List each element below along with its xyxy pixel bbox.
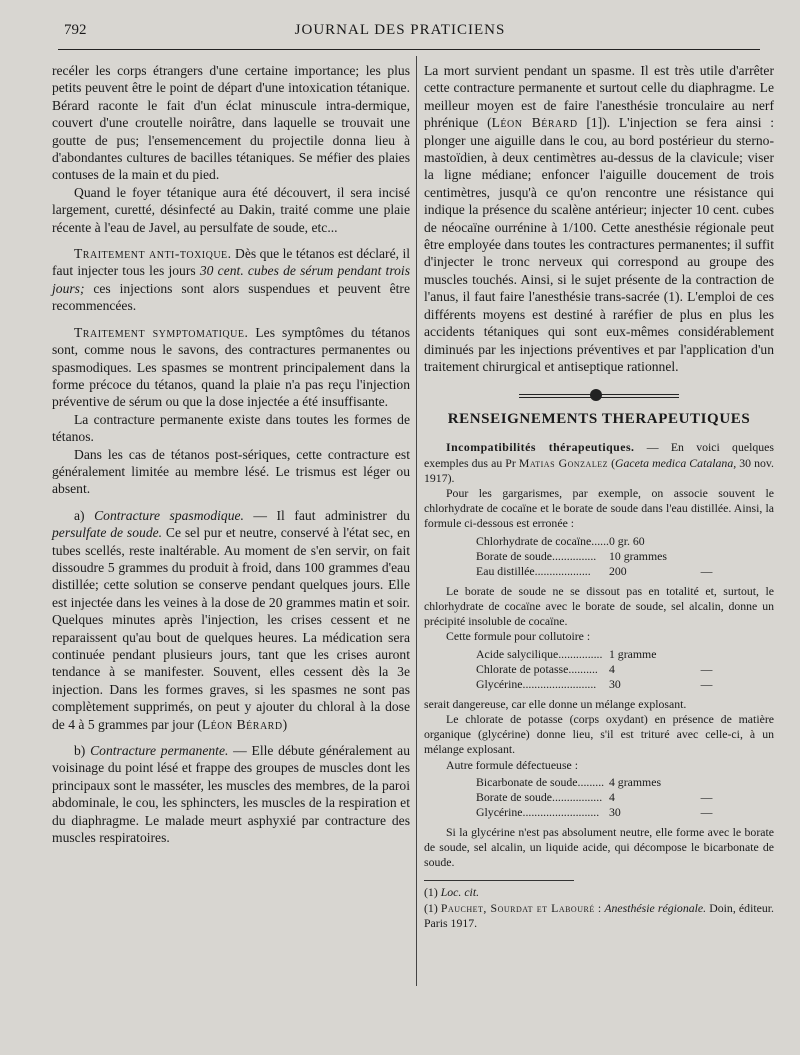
text-run: ) bbox=[282, 716, 288, 732]
text-run: Doin, éditeur. Paris 1917. bbox=[424, 900, 774, 930]
formula-2 bbox=[424, 647, 774, 693]
formula-unit bbox=[701, 647, 774, 662]
column-divider bbox=[416, 56, 417, 986]
formula-quantity: 4 bbox=[608, 661, 615, 676]
text-run: Ce sel pur et neutre, conservé à l'état sec, en tubes scellés, reste inaltérable. Au moment de s'en servir, on fait dissoudre 5 grammes du produit à froid, dans 100 grammes d'eau distillée; cette solution se conserve pendant quelques jours. Elle est injectée dans les veines à la dose de 20 grammes matin et soir. Quelques minutes après l'injection, les crises cessent et ne reparaissent qu'au bout de quelques heures. La médication sera continuée pendant plusieurs jours, tant que les crises auront tendance à se manifester. Souvent, elles cessent dès la 3e injection. Dans les formes graves, si les spasmes ne sont pas complètement supprimés, on peut y ajouter du chloral à la dose de 4 à 5 grammes par jour ( bbox=[52, 525, 410, 732]
formula-ingredient: Bicarbonate de soude......... bbox=[476, 774, 605, 789]
section-heading: Traitement symptomatique. bbox=[74, 324, 249, 340]
paragraph: serait dangereuse, car elle donne un mélange explosant. bbox=[424, 696, 687, 711]
italic-run: Contracture spasmodique. bbox=[94, 507, 244, 523]
paragraph-intro bbox=[424, 440, 774, 486]
text-run: : bbox=[594, 900, 605, 915]
footnote bbox=[424, 901, 774, 931]
formula-row bbox=[424, 805, 774, 820]
author-name: Léon Bérard bbox=[491, 115, 578, 131]
formula-ingredient: Eau distillée................... bbox=[476, 564, 591, 579]
formula-1 bbox=[424, 534, 774, 580]
formula-row bbox=[424, 549, 774, 564]
formula-quantity: 200 bbox=[608, 564, 627, 579]
formula-quantity: 1 gramme bbox=[608, 646, 657, 661]
formula-unit: — bbox=[700, 677, 713, 692]
section-heading: Traitement anti-toxique. bbox=[74, 246, 232, 262]
paragraph-symptomatic bbox=[52, 324, 410, 411]
section-ornament bbox=[424, 389, 774, 401]
formula-row bbox=[424, 677, 774, 692]
therapeutic-notes bbox=[424, 440, 774, 870]
formula-unit bbox=[701, 534, 774, 549]
paragraph-antitoxic bbox=[52, 245, 410, 315]
text-run: — Elle débute généralement au voisinage du point lésé et frappe des groupes de muscles dont les principaux sont le masséter, les muscles des membres, de la paroi abdominale, le cou, les sphincters, les muscles de la respiration et du diaphragme. Le malade meurt asphyxié par contracture des muscles respiratoires. bbox=[52, 743, 410, 846]
section-title: RENSEIGNEMENTS THERAPEUTIQUES bbox=[447, 411, 751, 428]
text-run: La mort survient pendant un spasme. Il est très utile d'arrêter cette contracture permanente et surtout celle du diaphragme. Le meilleur moyen est de faire l'anesthésie tronculaire au nerf phrénique ( bbox=[424, 63, 774, 131]
paragraph-permanent bbox=[52, 742, 410, 846]
formula-row bbox=[424, 662, 774, 677]
formula-quantity: 0 gr. 60 bbox=[608, 533, 645, 548]
formula-ingredient: Glycérine.......................... bbox=[476, 805, 600, 820]
text-run: b) bbox=[74, 743, 91, 759]
paragraph: Dans les cas de tétanos post-sériques, cette contracture est généralement limitée au membre lésé. Le trismus est léger ou absent. bbox=[52, 446, 410, 497]
formula-row bbox=[424, 564, 774, 579]
formula-quantity: 30 bbox=[608, 677, 621, 692]
text-run: Les symptômes du tétanos sont, comme nous le savons, des contractures permanentes ou spasmodiques. Les spasmes se montrent principalement dans la forme précoce du tétanos, quand la plaie n'a pas reçu l'injection préventive de sérum ou que la dose injectée a été insuffisante. bbox=[52, 324, 411, 410]
paragraph: Quand le foyer tétanique aura été découvert, il sera incisé largement, curetté, désinfecté au Dakin, traité comme une plaie récente à l'eau de Javel, au persulfate de soude, etc... bbox=[52, 184, 410, 235]
ornament-dot bbox=[590, 389, 602, 401]
author-name: Léon Bérard bbox=[201, 716, 283, 732]
formula-unit: — bbox=[700, 790, 713, 805]
formula-ingredient: Acide salycilique............... bbox=[476, 646, 603, 661]
page-number: 792 bbox=[64, 22, 87, 38]
footnote-rule bbox=[424, 880, 574, 881]
text-run: (1) bbox=[424, 900, 441, 915]
text-run: Dès que le tétanos est déclaré, il faut injecter tous les jours bbox=[52, 246, 410, 279]
formula-row bbox=[424, 647, 774, 662]
formula-unit: — bbox=[700, 564, 713, 579]
text-run: a) bbox=[74, 507, 95, 523]
running-header bbox=[0, 22, 800, 46]
text-run: 30 nov. 1917). bbox=[424, 455, 774, 485]
text-run: ( bbox=[608, 455, 616, 470]
author-names: Pauchet, Sourdat et Labouré bbox=[440, 900, 595, 915]
journal-title: JOURNAL DES PRATICIENS bbox=[294, 22, 506, 38]
formula-unit bbox=[701, 549, 774, 564]
text-run: ces injections sont alors suspendues et peuvent être recommencées. bbox=[52, 280, 410, 314]
text-run: — En voici quelques exemples dus au Pr bbox=[424, 440, 774, 470]
italic-run: 30 cent. cubes de sérum pendant trois jours; bbox=[52, 263, 410, 296]
italic-run: persulfate de soude. bbox=[52, 525, 163, 541]
italic-run: Loc. cit. bbox=[440, 885, 480, 900]
paragraph: Le borate de soude ne se dissout pas en totalité et, surtout, le chlorhydrate de cocaïne avec le borate de soude, sel alcalin, donne un précipité insoluble de cocaïne. bbox=[424, 583, 774, 629]
formula-ingredient: Borate de soude............... bbox=[476, 548, 597, 563]
italic-run: Contracture permanente. bbox=[90, 743, 229, 759]
formula-3 bbox=[424, 775, 774, 821]
paragraph: La contracture permanente existe dans toutes les formes de tétanos. bbox=[52, 411, 410, 445]
italic-run: Gaceta medica Catalana, bbox=[615, 455, 737, 470]
formula-unit bbox=[701, 775, 774, 790]
header-rule bbox=[58, 49, 760, 50]
formula-quantity: 10 grammes bbox=[608, 548, 667, 563]
italic-run: Anesthésie régionale. bbox=[604, 900, 707, 915]
formula-row bbox=[424, 790, 774, 805]
formula-quantity: 4 bbox=[608, 790, 615, 805]
subsection-title: Incompatibilités thérapeutiques. bbox=[446, 440, 635, 455]
paragraph: Si la glycérine n'est pas absolument neutre, elle forme avec le borate de soude, sel alcalin, un liquide acide, qui décompose le bicarbonate de soude. bbox=[424, 824, 774, 870]
paragraph: recéler les corps étrangers d'une certaine importance; les plus petits peuvent être le point de départ d'une intoxication tétanique. Bérard raconte le fait d'un éclat minuscule intra-dermique, couvert d'une croutelle noirâtre, dans laquelle se trouvait une goutte de pus; l'ensemencement du projectile donna lieu à d'abondantes cultures de bacilles tétaniques. Se méfier des plaies contuses de la main et du pied. bbox=[52, 63, 410, 183]
formula-ingredient: Chlorate de potasse.......... bbox=[476, 661, 598, 676]
author-name: Matias Gonzalez bbox=[518, 455, 608, 470]
text-run: — Il faut administrer du bbox=[243, 507, 410, 523]
formula-ingredient: Glycérine......................... bbox=[476, 677, 597, 692]
text-run: (1) bbox=[424, 885, 441, 900]
paragraph-spasmodic bbox=[52, 507, 410, 733]
formula-unit: — bbox=[700, 805, 713, 820]
formula-row bbox=[424, 775, 774, 790]
paragraph: Le chlorate de potasse (corps oxydant) en présence de matière organique (glycérine) donne lieu, s'il est trituré avec celle-ci, à un mélange explosant. bbox=[424, 711, 774, 757]
paragraph: Pour les gargarismes, par exemple, on associe souvent le chlorhydrate de cocaïne et le borate de soude dans l'eau distillée. Ainsi, la formule ci-dessous est erronée : bbox=[424, 485, 774, 531]
paragraph: Autre formule défectueuse : bbox=[446, 757, 579, 772]
text-run: [1]). L'injection se fera ainsi : plonger une aiguille dans le cou, au bord postérieur du sterno-mastoïdien, à deux centimètres au-dessus de la clavicule; viser la ligne médiane; enfoncer l'aiguille doucement de trois centimètres, jusqu'à ce qu'on rencontre une résistance qui indique la présence du scalène antérieur; injecter 10 cent. cubes de néocaïne ourrénine à 1/100. Cette anesthésie régionale peut être employée dans toutes les contractures permanentes; il suffit d'injecter le tronc nerveux qui correspond au groupe des muscles touchés. Ainsi, si le sujet présente de la contraction de l'anus, il faut faire l'anesthésie trans-sacrée (1). L'emploi de ces différents moyens est destiné à raréfier de plus en plus les accidents tétaniques qui sont eux-mêmes considérablement diminués par les injections préventives et par l'application d'un traitement chirurgical et antiseptique rationnel. bbox=[424, 115, 774, 374]
formula-ingredient: Borate de soude................. bbox=[476, 790, 603, 805]
left-column bbox=[52, 62, 410, 846]
formula-ingredient: Chlorhydrate de cocaïne...... bbox=[476, 533, 609, 548]
right-column bbox=[424, 62, 774, 931]
formula-row bbox=[424, 534, 774, 549]
footnote bbox=[424, 885, 774, 900]
paragraph-continuation bbox=[424, 62, 774, 375]
formula-quantity: 4 grammes bbox=[608, 774, 662, 789]
formula-unit: — bbox=[700, 661, 713, 676]
formula-quantity: 30 bbox=[608, 805, 621, 820]
paragraph: Cette formule pour collutoire : bbox=[446, 629, 591, 644]
